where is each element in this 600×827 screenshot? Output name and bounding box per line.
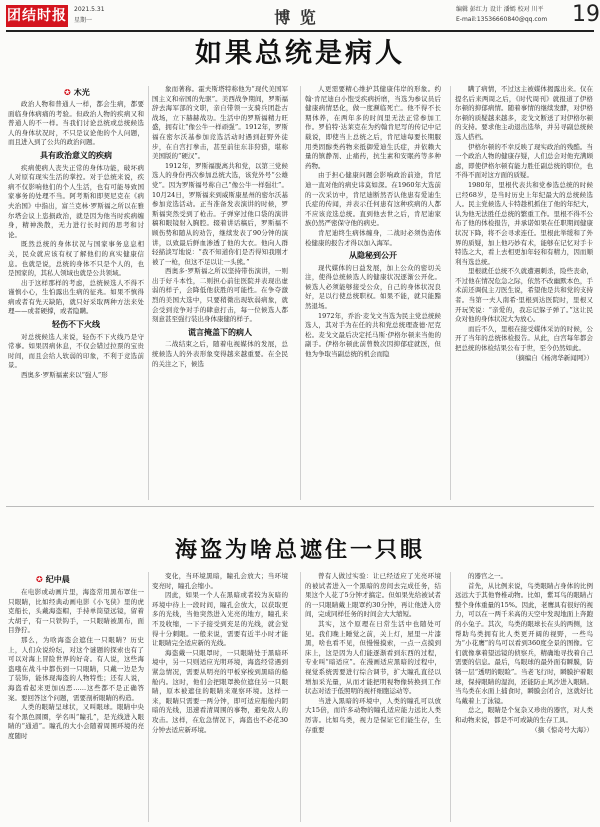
paragraph: 人类的眼睛呈球状，又叫眼球。眼睛中央有个黑色圆圈，学名叫“瞳孔”，是光线进入眼睛的“通道”。瞳孔的大小会随着周围环境的亮度随时 — [8, 703, 144, 740]
header-rule — [6, 30, 594, 32]
paragraph: 海盗戴一只眼罩时，一只眼睛处于黑暗环境中，另一只则适应光明环境，海盗经常遇到紧急情况，需要从明亮的甲板穿梭到黑暗的船舱内。这时，他们会把眼罩换位遮住另一只眼睛，原本被遮住的眼睛来观察环境。这样一来，眼睛只需要一两分钟，即可适应船舱内阴暗的光线，迅速看清周围的事物，避免敌人的攻击。这样，在危急情况下，海盗也不必花30分钟去适应新环境。 — [152, 648, 288, 734]
article-byline: ✪ 木光 — [64, 88, 90, 97]
issue-date: 2021.5.31 — [74, 6, 105, 13]
article-column — [455, 572, 593, 735]
paragraph: 人更需要精心维护其健康伟岸的形象。约翰·肯尼迪白小饱受疾病折磨，当选为参议员后健康病情恶化，做一度濒临死亡。他不得不长期体养，在两年多的时间里无法正常参加工作。罗伯特·达莱克在为约翰肯尼写的传记中记载说，即使当上总统之后，肯尼迪每要长期服用类固醇类药物来抵御爱迪生氏症，并依赖大量的镇静剂、止痛药，抗生素和安眠药等多种药物。 — [305, 85, 441, 170]
paragraph: 瞒了病情，不过这主被媒体揭露出来。仅在提名后来两周之后，《时代周刊》就报道了伊格尔顿的抑郁病情。随着事情的继续发酵，对伊格尔顿的质疑越来越多，麦戈文断送了对伊格尔顿的支持。要求他主动退出选举，并另寻副总统候选人搭档。 — [455, 85, 593, 141]
column-rule — [148, 86, 149, 500]
paragraph: 政治人物和普通人一样，都会生病，都要面临身体病痛的考验。但政治人物的疾病又和普通人的不一样。当我们讨论总统或总统候选人的身体状况时，不只是议论他的个人问题，而且进入到了公共的政治问题。 — [8, 100, 144, 147]
article-column — [152, 85, 288, 369]
paragraph: 在电影或动画片里，海盗常用黑布罩住一只眼睛，比如经典动画电影《小飞侠》里的虎克船长，头戴海盗帽，手持单筒望远镜，留着大胡子，有一只铁钩手，一只眼睛被黑布，面目狰狞。 — [8, 588, 144, 635]
article-column — [305, 572, 441, 735]
column-rule — [148, 572, 149, 822]
paragraph: 那么，为啥海盗会遮住一只眼睛？历史上，人们众说纷纭，对这个谜题的探索也有了可以对海上冒险世界的好奇。有人说，这些海盗哦在战斗中都伤到一只眼睛，只戴一边是为了装饰，能体现海盗的人物特性；还有人说，海盗看起来更加凶恶……这些都不是正确答案。要回答这个问题，需要剖析眼睛的构造。 — [8, 635, 144, 702]
byline-star-icon: ✪ — [36, 575, 43, 584]
paragraph: 现代媒体的日益发展，加上公众的密切关注，使得总统候选人的健康状况逐渐公开化。候选人必须能够接受公众，自己的身体状况良好，足以行使总统职权。如果不能，就只能黯然退场。 — [305, 263, 441, 311]
editor-email: E-mail:13536660840@qq.com — [456, 16, 548, 23]
paragraph: 伊格尔顿的不幸反映了现实政治的残酷。当一个政治人物的健康存疑，人们总会对他充满顾虑，即使伊格尔顿有能力胜任副总统的职位，也不得不面对这方面的质疑。 — [455, 142, 593, 180]
paragraph: 的器官之一。 — [468, 572, 507, 580]
issue-weekday: 星期一 — [74, 17, 93, 24]
paragraph: 对总统候选人来说，轻伤不下火线乃是守常事。如果因病休息，不仅会错过拉票的宝贵时间，而且会给人软弱的印象，不利于竞选前景。 — [8, 332, 144, 370]
paragraph: 因此，如果一个人在黑暗或者较为灰暗的环境中待上一段时间，瞳孔会放大，以获取更多的光线，当他突然进入光亮的地方，瞳孔来不及收缩，一下子接受到充足的光线，就会觉得十分刺眼。一般来说，需要有近半小时才能让眼睛完全适应新的光线。 — [152, 591, 288, 648]
paragraph: 而后不久，里根在接受媒体采访的时候，公开了当年的总统体检报告。从此，白宫每年都会把总统的体检结果公布于世，至今仍然如此。 — [455, 324, 593, 353]
paragraph: 1980年，里根代表共和党参选总统的时候已经68岁，是当时历史上年纪最大的总统候选人。民主党候选人卡特趁机抓住了他的年纪大，认为他无法胜任总统的繁重工作。里根不得不公布了他的体检报告，并承诺如果在任职期间健康状况下降，将不会寻求连任。里根此举缓和了外界的质疑，加上他巧妙有术，能够在记忆对手卡特选之大，看上去相更加年轻和有精力，因而顺利当选总统。 — [455, 180, 593, 266]
paragraph: 1912年，罗斯福脱离共和党，以第三党候选人的身份再次参加总统大选，该党外号“公雄党”。因为罗斯福号称自己“像公牛一样强壮”。10月24日，罗斯福来到威斯康星州的密尔沃基参加竞选活动。正当准备发表演讲的时候，罗斯福突然受到了枪击。子弹穿过他口袋的演讲稿和眼镜射入胸腔。辍着讲话稿后，罗斯福不顾伤势和随从的劝告，继续发表了90分钟的演讲，以致最后鲜血渗透了他的大衣。他向人群轻描淡写地说：“我不知道你们是否得知我刚才被了一枪，但这不足以让一头熊。” — [152, 161, 288, 266]
paragraph: 其实，这个原理在日常生活中也随处可见。我们晚上睡觉之前，关上灯，屋里一片漆黑，啥也看不见，但慢慢摸索，一点一点摸到床上，这是因为人们能逐渐看到东西的过程，专业叫“暗适应”。在漫画适应黑暗的过程中，视觉系统需要进行综合调节，扩大瞳孔直径以增加采光量，从而才能把明视物像转换到工作状态对适于低照明的视杆细胞运动等。 — [305, 619, 441, 696]
paragraph: 变化，当环境黑暗，瞳孔会放大；当环境变亮时，瞳孔会缩小。 — [152, 572, 288, 590]
column-rule — [300, 572, 301, 822]
article-column — [8, 588, 144, 742]
paragraph: 出于这样那样的考虑，总统候选人不得不谨慎小心，生怕露出生病的征兆。如果不慎得病或者有先天缺陷，就只好采取两种方法来处理——或者硬撑，或者隐瞒。 — [8, 278, 144, 316]
paragraph: 二战结束之后，随着电视媒体的发展，总统候选人的外表形象变得越来越重要。在全民的关注之下，候选 — [152, 340, 288, 368]
section-title: 博 览 — [274, 8, 318, 27]
paragraph: 曾有人做过实验：让已经适应了光亮环境的被试者进入一个黑暗的房间去完成任务，结果这个人花了5分钟才搞定。但如果先给被试者的一只眼睛戴上眼罩约30分钟，再让他进入房间，完成同样任务的时间会大大缩短。 — [305, 572, 441, 619]
paragraph: 总之，眼睛是个复杂又珍贵的器官，对人类和动物来说，都是不可或缺的生存工具。 — [455, 706, 593, 724]
source-credit: （摘《惊奇号大海》） — [531, 725, 593, 734]
paragraph: 1972年，乔治·麦戈文当选为民主党总统候选人，其对手为在任的共和党总统理查德·尼克松。麦戈文最后决定托马斯·伊格尔顿来当他的副手。伊格尔顿此前曾数次因抑郁症就医，但他为争取当副总统的机会而隐 — [305, 311, 441, 359]
paragraph: 里根就任总统不久就遭遇刺杀，险些丧命，不过他在情况危急之际，依然不改幽默本色，手术前还调侃主刀医生说，希望他是共和党的支持者。当第一夫人南希·里根到达医院时，里根又开玩笑说：“亲爱的，我忘记躲子弹了。”这让民众对他的身体状况大为放心。 — [455, 267, 593, 324]
subheading: 轻伤不下火线 — [52, 320, 100, 330]
article-byline: ✪ 纪中晨 — [36, 575, 70, 584]
page-number: 19 — [572, 2, 600, 27]
editor-credits: 编辑 彭红力 设计 潘嫣 校对 川平 — [456, 6, 544, 13]
paragraph: 既然总统的身体状况与国家事务息息相关，民众就应该有权了解他们的真实健康信息。也就是说，总统的身体不只是个人的，也是国家的，其私人领域也就是公共领域。 — [8, 240, 144, 278]
column-rule — [300, 86, 301, 500]
article-column — [152, 572, 288, 735]
paragraph: 肯尼迪终生病体缠身，二战时必须伪造体检健康的报告才得以加入海军。 — [305, 228, 441, 247]
subheading: 从隐秘到公开 — [349, 251, 397, 261]
paragraph: 西奥多·罗斯福素来以“强人”形 — [21, 371, 108, 380]
article-column — [455, 85, 593, 363]
paragraph: 首先，从比例来说，鸟类眼睛占身体的比例远远大于其他脊椎动物。比如，紫耳鸟的眼睛占整个身体重量的15%。因此，老鹰具有很好的视力，可以在一两千米高的天空中发现地面上奔跑的小兔子。其次，鸟类的眼球长在头的两侧，这帮助鸟类拥有比人类更开阔的视野，一些鸟为“小花鹰”的鸟可以看到360度全景的图像。它们就像拿着望远镜的侦察兵，精确地寻找着自己需要的信息。最后，鸟眼球的最外面有瞬膜，防锈一层“透明的眼睑”。当老飞行时，瞬膜护着眼球，保持眼睛的湿润，还能防止风沙进入眼睛。当鸟类在水面上捕食时，瞬膜会闭合，这就好比鸟戴着上了泳镜。 — [455, 581, 593, 705]
paragraph: 当进入黑暗的环境中，人类的瞳孔可以放大15倍，而许多动物的瞳孔适应能力远比人类厉害。比如鸟类，视力是保证它们能生存，生存重要 — [305, 696, 441, 734]
paragraph: 由于担心健康问题会影响政治前途，肯尼迪一直对他的病史讳莫如深。在1960年大选前的一次采访中，肯尼迪断然否认他患有爱迪生氏症的传闻，并表示任何患有这种疾病的人都不应该竞选总统。直到他去世之后，肯尼迪家族仍然严密保守他的病史。 — [305, 171, 441, 228]
byline-star-icon: ✪ — [64, 88, 71, 97]
article-title: 如果总统是病人 — [195, 38, 405, 69]
article-column — [8, 100, 144, 381]
subheading: 谎言掩盖下的病人 — [188, 327, 252, 337]
paragraph: 疾病使病人丧失正常的身体功能，破坏病人对原有现实生活的掌控。对于总统来说，疾病不仅影响他们的个人生活，也有可能导致国家事务的处理不当。阿考斯和即契尼克在《病夫治国》中指出，富兰克林·罗斯福之所以在雅尔塔会议上恣损政治，就是因为他当时疾病缠身，精神涣散，无力进行长时间的思考和讨论。 — [8, 163, 144, 239]
masthead-logo: 团结时报 — [6, 5, 68, 27]
column-rule — [450, 86, 451, 500]
article-title: 海盗为啥总遮住一只眼 — [174, 538, 425, 563]
source-credit: （摘编自《杨湾华新闻网》） — [511, 353, 593, 362]
paragraph: 西奥多·罗斯福之所以坚持带伤演讲，一则出于好斗本性，二则担心前往医院并表现出虚弱的样子，会降低他获胜的可能性。在争夺激烈的美国大选中，只要稍微出现软弱病象，就会受到竞争对手的肆意打击，每一位候选人都刻意甚至强行装出身体康健的样子。 — [152, 267, 288, 324]
column-rule — [450, 572, 451, 822]
paragraph: 象而著称。霍夫斯塔特称他为“现代美国军国主义和帝国的先驱”。美西战争期间，罗斯福辞去海军部的文职，亲自带领一支骑兵团赴古战场，立下赫赫战功。生活中的罗斯福精力旺盛，拥有让“像公牛一样顽强”。1912年，罗斯福在密尔沃基参加竞选活动时遇到赶野外徒步，在自宫打拳击，甚至前往东非狩猎，堪称美国版的“硬汉”。 — [152, 85, 288, 161]
article-divider — [6, 506, 594, 507]
subheading: 具有政治意义的疾病 — [40, 150, 112, 160]
article-column — [305, 85, 441, 360]
